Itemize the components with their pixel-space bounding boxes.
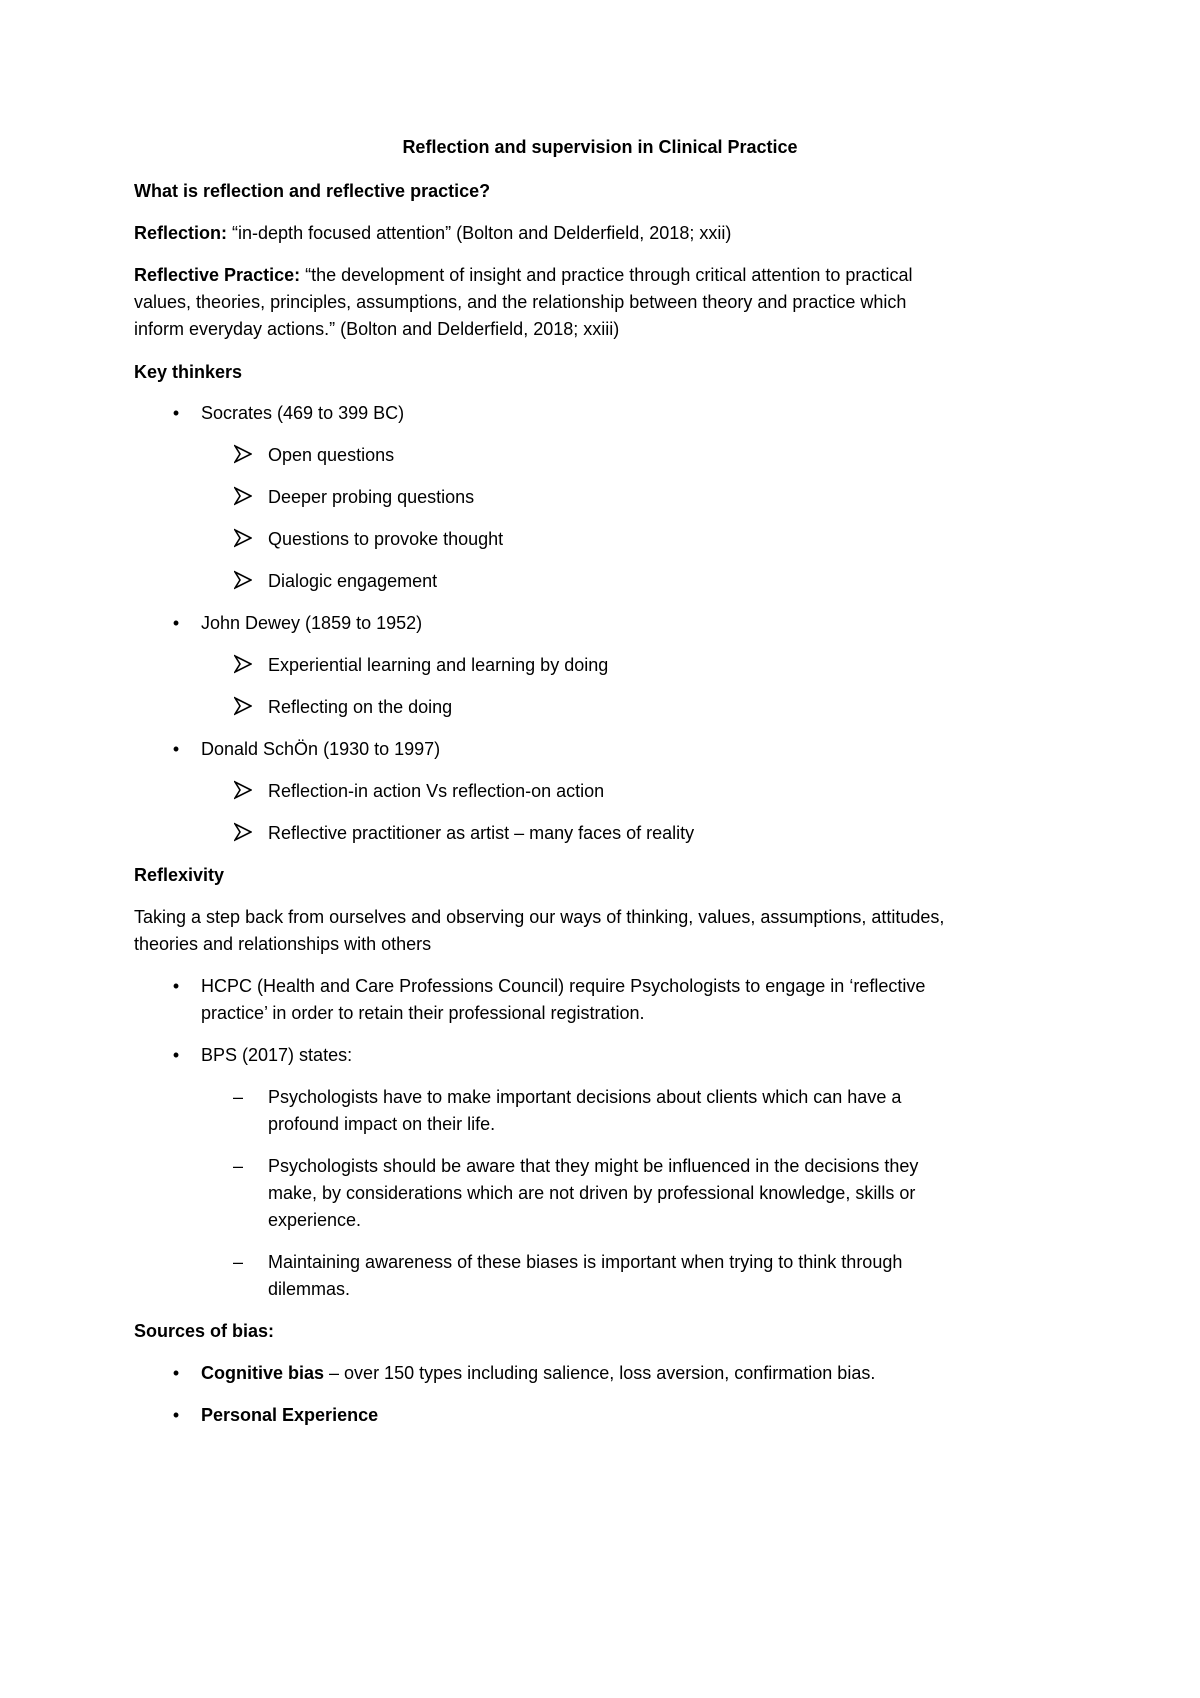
reflective-practice-text: “the development of insight and practice through critical attention to practical <box>305 265 913 285</box>
hcpc-line-1: HCPC (Health and Care Professions Council) require Psychologists to engage in ‘reflective <box>201 976 926 996</box>
reflective-practice-label: Reflective Practice: <box>134 265 301 285</box>
bps-point-1-line-2: profound impact on their life. <box>268 1114 496 1134</box>
bullet-icon: • <box>172 613 180 633</box>
bps-point-3-line-1: Maintaining awareness of these biases is important when trying to think through <box>268 1252 903 1272</box>
thinker-socrates: Socrates (469 to 399 BC) <box>201 403 405 423</box>
reflection-label: Reflection: <box>134 223 228 243</box>
bullet-icon: • <box>172 403 180 423</box>
bullet-icon: • <box>172 739 180 759</box>
bullet-icon: • <box>172 976 180 996</box>
dash-bullet-icon: – <box>232 1156 243 1176</box>
schon-point-2: Reflective practitioner as artist – many faces of reality <box>268 823 695 843</box>
dewey-point-2: Reflecting on the doing <box>268 697 453 717</box>
reflexivity-text-line-2: theories and relationships with others <box>134 934 432 954</box>
arrow-bullet-icon <box>234 570 254 590</box>
reflective-practice-line-1 <box>134 264 912 286</box>
dewey-point-1: Experiential learning and learning by doing <box>268 655 609 675</box>
bullet-icon: • <box>172 1363 180 1383</box>
bps-point-1-line-1: Psychologists have to make important decisions about clients which can have a <box>268 1087 902 1107</box>
arrow-bullet-icon <box>234 654 254 674</box>
reflexivity-text-line-1: Taking a step back from ourselves and observing our ways of thinking, values, assumptions, attitudes, <box>134 907 945 927</box>
schon-point-1: Reflection-in action Vs reflection-on action <box>268 781 605 801</box>
heading-reflexivity: Reflexivity <box>134 865 225 885</box>
bps-point-3-line-2: dilemmas. <box>268 1279 351 1299</box>
hcpc-line-2: practice’ in order to retain their professional registration. <box>201 1003 645 1023</box>
reflective-practice-line-2: values, theories, principles, assumptions, and the relationship between theory and practice which <box>134 292 907 312</box>
arrow-bullet-icon <box>234 528 254 548</box>
arrow-bullet-icon <box>234 696 254 716</box>
reflective-practice-line-3: inform everyday actions.” (Bolton and Delderfield, 2018; xxiii) <box>134 319 620 339</box>
bps-point-2-line-1: Psychologists should be aware that they might be influenced in the decisions they <box>268 1156 919 1176</box>
dash-bullet-icon: – <box>232 1252 243 1272</box>
arrow-bullet-icon <box>234 780 254 800</box>
socrates-point-1: Open questions <box>268 445 395 465</box>
bps-point-2-line-3: experience. <box>268 1210 362 1230</box>
bullet-icon: • <box>172 1045 180 1065</box>
document-title: Reflection and supervision in Clinical Practice <box>402 137 798 157</box>
cognitive-bias-item <box>201 1362 875 1384</box>
reflection-text: “in-depth focused attention” (Bolton and Delderfield, 2018; xxii) <box>232 223 732 243</box>
bps-heading: BPS (2017) states: <box>201 1045 353 1065</box>
thinker-schon: Donald SchÖn (1930 to 1997) <box>201 739 441 759</box>
thinker-dewey: John Dewey (1859 to 1952) <box>201 613 423 633</box>
arrow-bullet-icon <box>234 444 254 464</box>
socrates-point-4: Dialogic engagement <box>268 571 438 591</box>
dash-bullet-icon: – <box>232 1087 243 1107</box>
socrates-point-3: Questions to provoke thought <box>268 529 504 549</box>
socrates-point-2: Deeper probing questions <box>268 487 475 507</box>
heading-sources-of-bias: Sources of bias: <box>134 1321 275 1341</box>
reflection-definition <box>134 222 731 244</box>
bps-point-2-line-2: make, by considerations which are not driven by professional knowledge, skills or <box>268 1183 916 1203</box>
cognitive-bias-text: – over 150 types including salience, loss aversion, confirmation bias. <box>324 1363 876 1383</box>
heading-key-thinkers: Key thinkers <box>134 362 243 382</box>
cognitive-bias-label: Cognitive bias <box>201 1363 325 1383</box>
arrow-bullet-icon <box>234 822 254 842</box>
heading-what-is-reflection: What is reflection and reflective practice? <box>134 181 491 201</box>
arrow-bullet-icon <box>234 486 254 506</box>
bullet-icon: • <box>172 1405 180 1425</box>
personal-experience-item: Personal Experience <box>201 1405 379 1425</box>
